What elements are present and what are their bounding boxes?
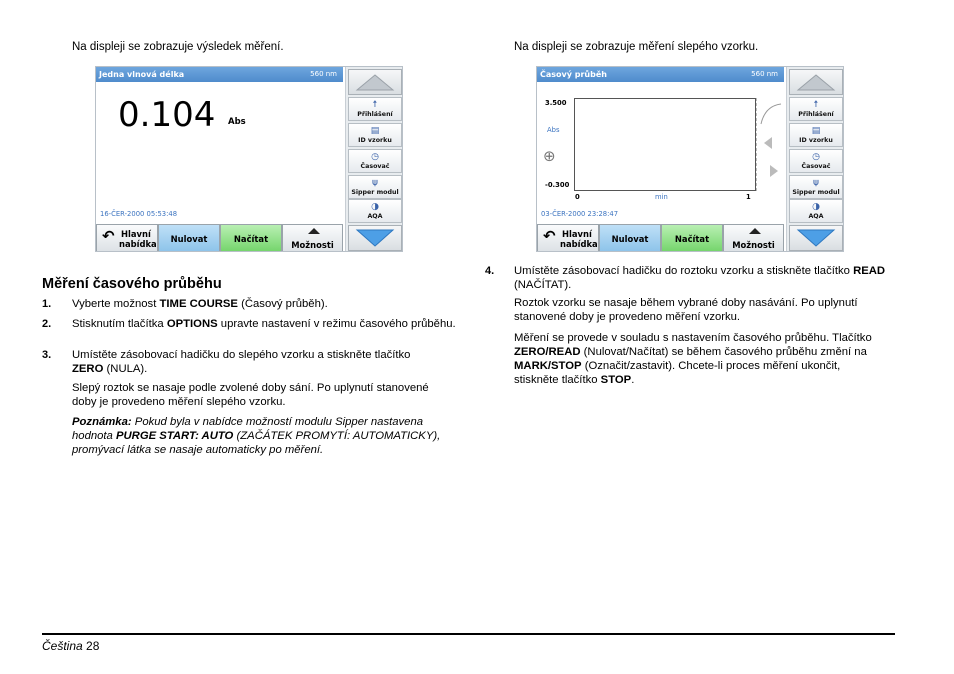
timer-button[interactable]: ◷ Časovač	[348, 149, 402, 173]
right-arrow-icon[interactable]	[769, 164, 779, 178]
up-arrow-icon	[790, 70, 842, 94]
bottom-toolbar	[537, 224, 784, 252]
screen-wavelength: 560 nm	[751, 70, 778, 78]
zero-button[interactable]: Nulovat	[599, 224, 661, 252]
x-axis-label: min	[655, 193, 668, 201]
step-number: 4.	[485, 265, 495, 277]
read-button[interactable]: Načítat	[661, 224, 723, 252]
main-menu-button[interactable]: ↶ Hlavní nabídka	[96, 224, 158, 252]
zoom-icon[interactable]: ⊕	[543, 147, 556, 165]
down-arrow-icon	[790, 226, 842, 250]
up-arrow-icon	[349, 70, 401, 94]
y-axis-bottom-label: -0.300	[545, 181, 570, 189]
y-axis-top-label: 3.500	[545, 99, 567, 107]
curve-icon	[759, 102, 783, 126]
screen-title: Jedna vlnová délka	[99, 70, 185, 79]
sipper-icon: ⍦	[372, 178, 378, 188]
vial-icon: ▤	[370, 126, 380, 136]
right-caption: Na displeji se zobrazuje měření slepého vzorku.	[514, 41, 759, 53]
screen-title: Časový průběh	[540, 70, 607, 79]
footer-page-number: 28	[86, 639, 100, 653]
bottom-toolbar	[96, 224, 343, 252]
measurement-unit: Abs	[228, 117, 246, 127]
step-4-text: Umístěte zásobovací hadičku do roztoku vzorku a stiskněte tlačítko READ (NAČÍTAT).	[514, 265, 886, 291]
x-axis-right-label: 1	[746, 193, 751, 201]
login-button[interactable]: ☨ Přihlášení	[348, 97, 402, 121]
screen-wavelength: 560 nm	[310, 70, 337, 78]
user-icon: ☨	[372, 100, 378, 110]
plot-area	[574, 98, 756, 191]
step-2-text: Stisknutím tlačítka OPTIONS upravte nastavení v režimu časového průběhu.	[72, 318, 456, 330]
section-title: Měření časového průběhu	[42, 276, 222, 292]
scroll-up-button[interactable]	[348, 69, 402, 95]
timer-button[interactable]: ◷ Časovač	[789, 149, 843, 173]
screen-datetime: 03-ČER-2000 23:28:47	[541, 210, 619, 218]
step-4-paragraph-2: Měření se provede v souladu s nastavením časového průběhu. Tlačítko ZERO/READ (Nulovat/Načítat) se během časového průběhu změní na MARK/STOP (Označit/zastavit). Chcete-li proces měření ukončit, stiskněte tlačítko STOP.	[514, 332, 872, 386]
back-arrow-icon: ↶	[102, 227, 115, 245]
aqa-button[interactable]: ◑ AQA	[348, 199, 402, 223]
options-button[interactable]: Možnosti	[723, 224, 784, 252]
scroll-down-button[interactable]	[348, 225, 402, 251]
sipper-module-button[interactable]: ⍦ Sipper modul	[789, 175, 843, 199]
globe-icon: ◑	[371, 202, 379, 212]
screen-title-bar	[537, 67, 784, 82]
step-4-paragraph-1: Roztok vzorku se nasaje během vybrané doby nasávání. Po uplynutí stanovené doby je provedeno měření vzorku.	[514, 297, 858, 323]
options-button[interactable]: Možnosti	[282, 224, 343, 252]
zero-button[interactable]: Nulovat	[158, 224, 220, 252]
step-1-text: Vyberte možnost TIME COURSE (Časový průběh).	[72, 298, 328, 310]
back-arrow-icon: ↶	[543, 227, 556, 245]
side-panel	[345, 67, 403, 252]
measurement-value: 0.104	[118, 95, 216, 135]
read-button[interactable]: Načítat	[220, 224, 282, 252]
step-3-text: Umístěte zásobovací hadičku do slepého vzorku a stiskněte tlačítko ZERO (NULA).	[72, 349, 411, 375]
main-menu-button[interactable]: ↶ Hlavní nabídka	[537, 224, 599, 252]
y-axis-label: Abs	[547, 126, 560, 134]
single-wavelength-screen	[95, 66, 403, 252]
login-button[interactable]: ☨ Přihlášení	[789, 97, 843, 121]
globe-icon: ◑	[812, 202, 820, 212]
time-course-screen	[536, 66, 844, 252]
sipper-icon: ⍦	[813, 178, 819, 188]
down-arrow-icon	[349, 226, 401, 250]
screen-title-bar	[96, 67, 343, 82]
graph-nav-strip	[756, 98, 785, 191]
step-number: 1.	[42, 298, 52, 310]
scroll-down-button[interactable]	[789, 225, 843, 251]
footer-rule	[42, 633, 895, 635]
note-paragraph: Poznámka: Pokud byla v nabídce možností modulu Sipper nastavena hodnota PURGE START: AUTO (ZAČÁTEK PROMYTÍ: AUTOMATICKY), promývací látka se nasaje automaticky po měření.	[72, 416, 441, 456]
left-caption: Na displeji se zobrazuje výsledek měření.	[72, 41, 284, 53]
step-number: 3.	[42, 349, 52, 361]
side-panel	[786, 67, 844, 252]
step-number: 2.	[42, 318, 52, 330]
screen-datetime: 16-ČER-2000 05:53:48	[100, 210, 178, 218]
footer-language: Čeština	[42, 639, 83, 653]
clock-icon: ◷	[371, 152, 379, 162]
aqa-button[interactable]: ◑ AQA	[789, 199, 843, 223]
user-icon: ☨	[813, 100, 819, 110]
sipper-module-button[interactable]: ⍦ Sipper modul	[348, 175, 402, 199]
sample-id-button[interactable]: ▤ ID vzorku	[348, 123, 402, 147]
sample-id-button[interactable]: ▤ ID vzorku	[789, 123, 843, 147]
x-axis-left-label: 0	[575, 193, 580, 201]
step-3-paragraph: Slepý roztok se nasaje podle zvolené doby sání. Po uplynutí stanovené doby je provedeno měření slepého vzorku.	[72, 382, 429, 408]
scroll-up-button[interactable]	[789, 69, 843, 95]
vial-icon: ▤	[811, 126, 821, 136]
page-footer	[42, 639, 99, 653]
left-arrow-icon[interactable]	[763, 136, 773, 150]
clock-icon: ◷	[812, 152, 820, 162]
